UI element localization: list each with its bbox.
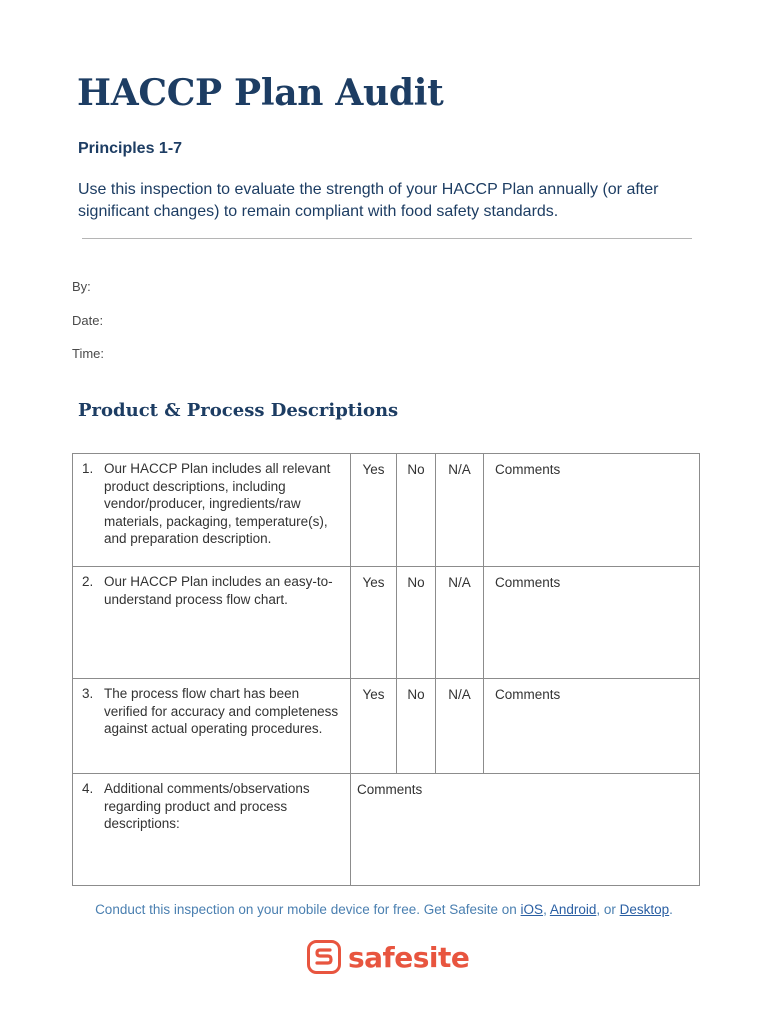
yes-option[interactable]: Yes <box>351 679 397 774</box>
intro-text: Use this inspection to evaluate the strength of your HACCP Plan annually (or after significant changes) to remain compliant with food safety standards. <box>78 181 659 220</box>
question-number: 2. <box>82 574 94 589</box>
safesite-logo-icon <box>307 940 341 974</box>
question-cell <box>73 454 351 567</box>
na-option[interactable]: N/A <box>436 454 484 567</box>
question-cell <box>73 679 351 774</box>
table-row <box>73 679 700 774</box>
section-title: Product & Process Descriptions <box>78 400 399 421</box>
no-option[interactable]: No <box>397 567 436 679</box>
comments-field[interactable]: Comments <box>351 774 700 886</box>
comments-field[interactable]: Comments <box>484 567 700 679</box>
date-label: Date: <box>72 313 104 328</box>
table-row <box>73 567 700 679</box>
desktop-link[interactable]: Desktop <box>619 902 670 917</box>
footer-intro: Conduct this inspection on your mobile device for free. Get Safesite on <box>95 902 521 917</box>
yes-option[interactable]: Yes <box>351 567 397 679</box>
divider <box>82 238 692 239</box>
ios-link[interactable]: iOS <box>520 902 544 917</box>
footer-separator: , <box>543 902 550 917</box>
question-number: 4. <box>82 781 94 796</box>
question-number: 3. <box>82 686 94 701</box>
android-link[interactable]: Android <box>549 902 597 917</box>
by-label: By: <box>72 279 91 294</box>
footer-separator: , or <box>596 902 620 917</box>
time-label: Time: <box>72 346 105 361</box>
question-cell <box>73 567 351 679</box>
question-text: Our HACCP Plan includes an easy-to-understand process flow chart. <box>104 574 333 607</box>
brand-name: safesite <box>348 940 470 974</box>
na-option[interactable]: N/A <box>436 567 484 679</box>
comments-field[interactable]: Comments <box>484 679 700 774</box>
na-option[interactable]: N/A <box>436 679 484 774</box>
comments-field[interactable]: Comments <box>484 454 700 567</box>
no-option[interactable]: No <box>397 454 436 567</box>
question-text: Additional comments/observations regarding product and process descriptions: <box>104 781 310 831</box>
footer-text <box>0 902 768 917</box>
table-row <box>73 454 700 567</box>
subtitle: Principles 1-7 <box>78 140 183 157</box>
question-text: Our HACCP Plan includes all relevant product descriptions, including vendor/producer, ingredients/raw materials, packaging, temperature(s), and preparation description. <box>104 461 331 546</box>
question-cell <box>73 774 351 886</box>
page-title: HACCP Plan Audit <box>77 72 444 114</box>
no-option[interactable]: No <box>397 679 436 774</box>
question-number: 1. <box>82 461 94 476</box>
audit-table <box>72 453 700 886</box>
table-row <box>73 774 700 886</box>
yes-option[interactable]: Yes <box>351 454 397 567</box>
safesite-logo <box>307 938 469 976</box>
footer-end: . <box>669 902 673 917</box>
question-text: The process flow chart has been verified for accuracy and completeness against actual operating procedures. <box>104 686 339 736</box>
